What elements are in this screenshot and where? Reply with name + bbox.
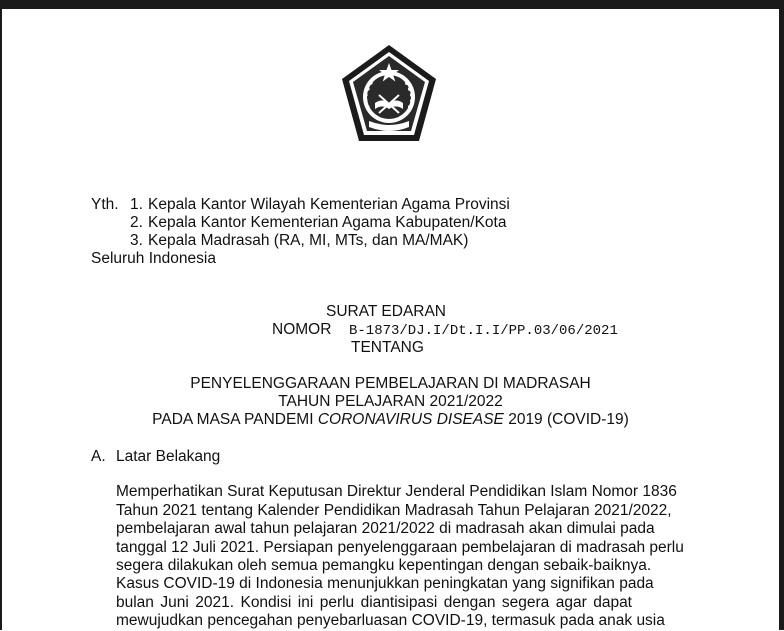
- subject-line: [2, 411, 779, 429]
- paragraph: [116, 483, 684, 576]
- subject-suffix: 2019 (COVID-19): [503, 411, 629, 428]
- subject-line: TAHUN PELAJARAN 2021/2022: [278, 393, 503, 410]
- paragraph-line: Tahun 2021 tentang Kalender Pendidikan Madrasah Tahun Pelajaran 2021/2022,: [116, 501, 672, 519]
- paragraph-line: tanggal 12 Juli 2021. Persiapan penyelenggaraan pembelajaran di madrasah perlu: [116, 538, 684, 556]
- addressee-item-num: 1.: [130, 196, 143, 213]
- paragraph-line: mewujudkan pencegahan penyebarluasan COVID-19, termasuk pada anak usia: [116, 612, 665, 629]
- salutation: Yth.: [91, 196, 119, 213]
- document-page: [2, 9, 779, 630]
- subject-prefix: PADA MASA PANDEMI: [152, 411, 318, 428]
- about-label: TENTANG: [351, 339, 424, 356]
- addressee-item-num: 2.: [130, 214, 143, 231]
- paragraph-line: segera dilakukan oleh semua pemangku kepentingan dengan sebaik-baiknya.: [116, 557, 652, 574]
- addressee-item: Kepala Kantor Kementerian Agama Kabupaten/Kota: [148, 214, 507, 231]
- paragraph-line: Kasus COVID-19 di Indonesia menunjukkan peningkatan yang signifikan pada: [116, 575, 654, 592]
- addressee-region: Seluruh Indonesia: [91, 250, 216, 267]
- paragraph-line: pembelajaran awal tahun pelajaran 2021/2022 di madrasah akan dimulai pada: [116, 520, 655, 537]
- number-value: B-1873/DJ.I/Dt.I.I/PP.03/06/2021: [349, 323, 618, 339]
- subject-italic: CORONAVIRUS DISEASE: [317, 411, 504, 428]
- paragraph: [116, 575, 665, 631]
- paragraph-line: bulan Juni 2021. Kondisi ini perlu diantisipasi dengan segera agar dapat: [116, 593, 632, 611]
- subject-line: PENYELENGGARAAN PEMBELAJARAN DI MADRASAH: [190, 375, 591, 392]
- addressee-item: Kepala Kantor Wilayah Kementerian Agama Provinsi: [148, 196, 510, 213]
- doc-type: SURAT EDARAN: [326, 303, 447, 320]
- section-title: Latar Belakang: [116, 448, 221, 465]
- emblem-icon: [339, 43, 439, 145]
- addressee-item-num: 3.: [130, 232, 143, 249]
- number-label: NOMOR: [272, 321, 332, 338]
- paragraph-line: Memperhatikan Surat Keputusan Direktur Jenderal Pendidikan Islam Nomor 1836: [116, 483, 677, 500]
- section-letter: A.: [91, 448, 106, 465]
- addressee-item: Kepala Madrasah (RA, MI, MTs, dan MA/MAK): [148, 232, 469, 249]
